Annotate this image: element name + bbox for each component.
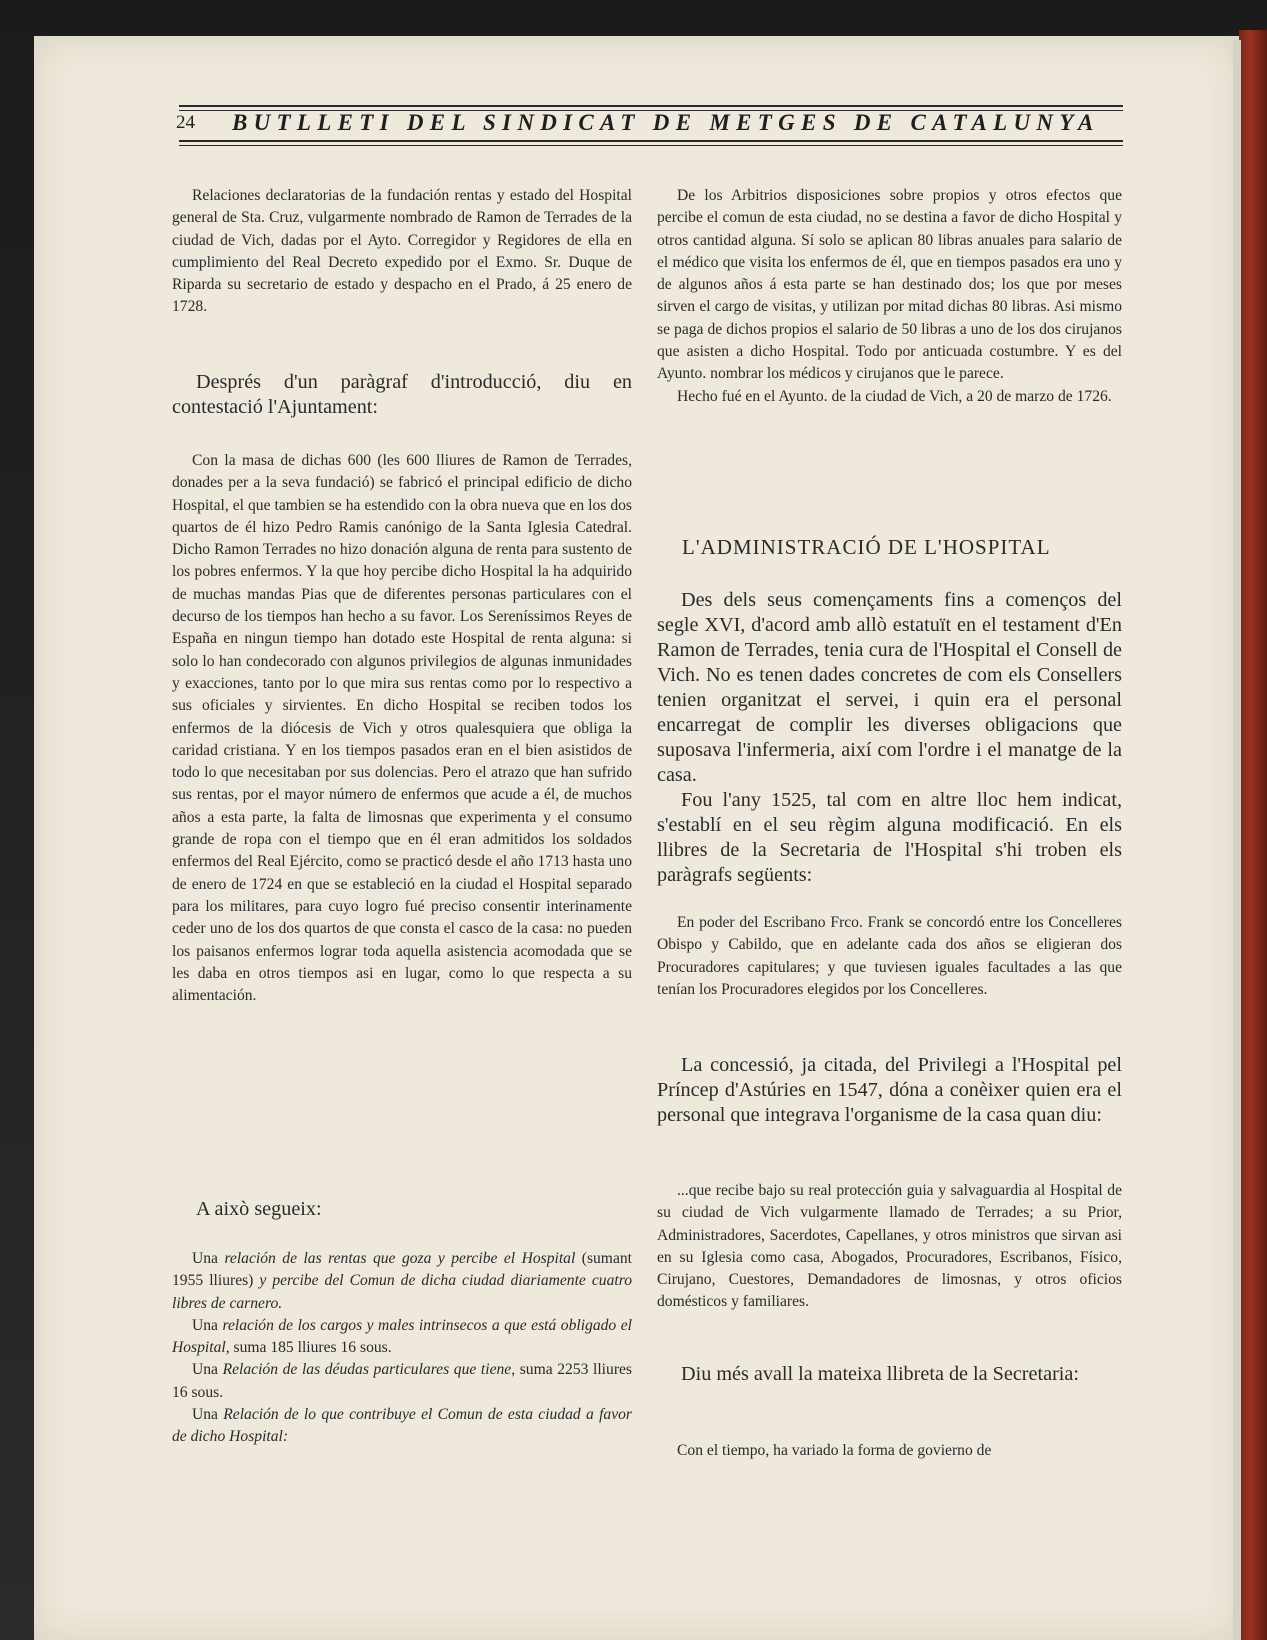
- text-paragraph: Després d'un paràgraf d'introducció, diu en contestació l'Ajuntament:: [172, 371, 632, 418]
- page-edge-strip: [1233, 40, 1241, 1640]
- list-item: Una Relación de lo que contribuye el Comun de esta ciudad a favor de dicho Hospital:: [172, 1406, 632, 1446]
- journal-title: BUTLLETI DEL SINDICAT DE METGES DE CATALUNYA: [232, 110, 1100, 135]
- list-item: Una relación de los cargos y males intrinsecos a que está obligado el Hospital, suma 185 lliures 16 sous.: [172, 1316, 632, 1357]
- left-intro-paragraph: [172, 185, 632, 319]
- text-paragraph: Con la masa de dichas 600 (les 600 lliures de Ramon de Terrades, donades per a la seva fundació) se fabricó el principal edificio de dicho Hospital, el que tambien se ha estendido con la obra nueva que en los dos quartos de él hizo Pedro Ramis canónigo de la Santa Iglesia Catedral. Dicho Ramon Terrades no hizo donación alguna de renta para sustento de los pobres enfermos. Y la que hoy percibe dicho Hospital la ha adquirido de muchas mandas Pias que de diferentes personas particulares con el decurso de los tiempos han hecho a su favor. Los Sereníssimos Reyes de España en ningun tiempo han dotado este Hospital de renta alguna: si solo lo han condecorado con algunos privilegios de algunas inmunidades y exacciones, tanto por lo que mira sus rentas como por lo respectivo a sus oficiales y sirvientes. En dicho Hospital se reciben todos los enfermos de la diócesis de Vich y otros qualesquiera que obliga la caridad cristiana. Y en los tiempos pasados eran en el bien asistidos de todo lo que necesitaban por sus dolencias. Pero el atrazo que han sufrido sus rentas, por el mayor número de enfermos que acude a él, de muchos años a esta parte, la falta de limosnas que experimenta y el consumo grande de ropa con el tiempo que en él eran admitidos los soldados enfermos del Real Ejército, como se practicó desde el año 1713 hasta uno de enero de 1724 en que se estableció en la ciudad el Hospital separado para los militares, para cuyo logro fué preciso consentir interinamente ceder uno de los dos quartos de que consta el casco de la casa: no pueden los paisanos enfermos lograr toda aquella asistencia acomodada que se les daba en otros tiempos asi en lugar, como lo que respecta a su alimentación.: [172, 452, 632, 1005]
- right-commentary-2: [657, 1362, 1122, 1387]
- page-number: 24: [176, 112, 195, 133]
- header-rule: [179, 105, 1123, 107]
- right-quote-3: [657, 1180, 1122, 1314]
- right-commentary: [657, 1053, 1122, 1128]
- right-quote-2: [657, 912, 1122, 1001]
- text-paragraph: De los Arbitrios disposiciones sobre propios y otros efectos que percibe el comun de esta ciudad, no se destina a favor de dicho Hospital y otros cantidad alguna. Sí solo se aplican 80 libras anuales para salario de el médico que visita los enfermos de él, que en tiempos pasados era uno y de algunos años á esta parte se han destinado dos; los que por meses sirven el cargo de visitas, y utilizan por mitad dichas 80 libras. Asi mismo se paga de dichos propios el salario de 50 libras a uno de los dos cirujanos que asisten a dicho Hospital. Todo por anticuada costumbre. Y es del Ayunto. nombrar los médicos y cirujanos que le parece.: [657, 187, 1122, 383]
- right-quote-4: [657, 1440, 1122, 1462]
- text-paragraph: Diu més avall la mateixa llibreta de la Secretaria:: [681, 1363, 1079, 1385]
- text-paragraph: ...que recibe bajo su real protección guia y salvaguardia al Hospital de su ciudad de Vich vulgarmente llamado de Terrades; a su Prior, Administradores, Sacerdotes, Capellanes, y otros ministros que sirvan asi en su Iglesia como casa, Abogados, Procuradores, Escribanos, Físico, Cirujano, Cuestores, Demandadores de limosnas, y otros oficios domésticos y familiares.: [657, 1182, 1122, 1311]
- list-item: Una relación de las rentas que goza y percibe el Hospital (sumant 1955 lliures) y percibe del Comun de dicha ciudad diariamente cuatro libres de carnero.: [172, 1250, 633, 1312]
- section-heading: L'ADMINISTRACIÓ DE L'HOSPITAL: [682, 535, 1051, 559]
- text-paragraph: La concessió, ja citada, del Privilegi a l'Hospital pel Príncep d'Astúries en 1547, dóna a conèixer quien era el personal que integrava l'organisme de la casa quan diu:: [657, 1054, 1122, 1126]
- text-paragraph: A això segueix:: [196, 1198, 322, 1220]
- text-paragraph: Des dels seus començaments fins a començos del segle XVI, d'acord amb allò estatuït en el testament d'En Ramon de Terrades, tenia cura de l'Hospital el Consell de Vich. No es tenen dades concretes de com els Consellers tenien organitzat el servei, i quin era el personal encarregat de complir les diverses obligacions que suposava l'infermeria, així com l'ordre i el manatge de la casa.: [657, 589, 1122, 786]
- left-quote: [172, 450, 632, 1007]
- right-section-body: [657, 588, 1122, 888]
- text-paragraph: En poder del Escribano Frco. Frank se concordó entre los Concelleres Obispo y Cabildo, que en adelante cada dos años se eligieran dos Procuradores capitulares; y que tuviesen iguales facultades a las que tenían los Procuradores elegidos por los Concelleres.: [657, 914, 1122, 998]
- list-item: Una Relación de las déudas particulares que tiene, suma 2253 lliures 16 sous.: [172, 1361, 632, 1401]
- text-paragraph: Con el tiempo, ha variado la forma de govierno de: [677, 1442, 992, 1459]
- book-edge: [1239, 30, 1267, 1640]
- text-paragraph: Hecho fué en el Ayunto. de la ciudad de Vich, a 20 de marzo de 1726.: [677, 387, 1112, 405]
- left-commentary-2: [172, 1197, 632, 1222]
- header-rule: [179, 140, 1123, 142]
- text-paragraph: Relaciones declaratorias de la fundación rentas y estado del Hospital general de Sta. Cruz, vulgarmente nombrado de Ramon de Terrades de la ciudad de Vich, dadas por el Ayto. Corregidor y Regidores de ella en cumplimiento del Real Decreto expedido por el Exmo. Sr. Duque de Riparda su secretario de estado y despacho en el Prado, á 25 enero de 1728.: [172, 187, 632, 316]
- left-list: [172, 1248, 632, 1449]
- text-paragraph: Fou l'any 1525, tal com en altre lloc hem indicat, s'establí en el seu règim alguna modificació. En els llibres de la Secretaria de l'Hospital s'hi troben els paràgrafs següents:: [657, 789, 1122, 886]
- left-commentary: [172, 370, 632, 420]
- header-rule: [179, 145, 1123, 146]
- right-quote: [657, 185, 1122, 408]
